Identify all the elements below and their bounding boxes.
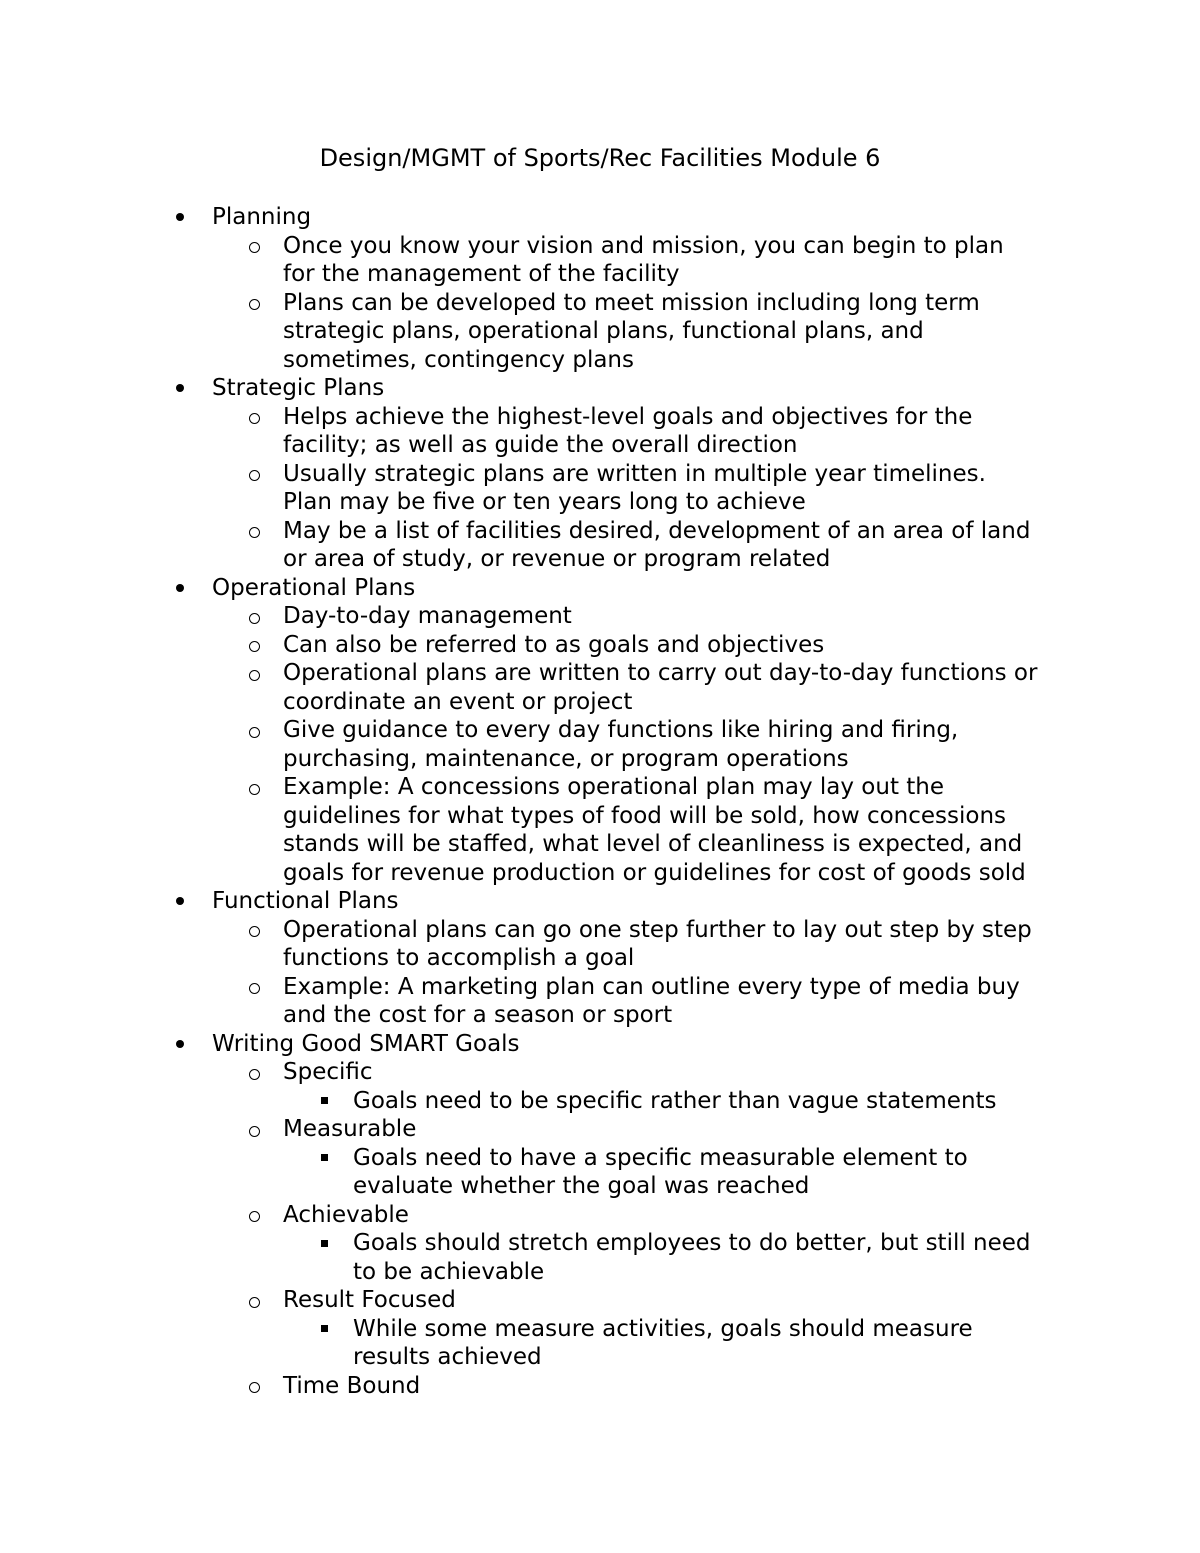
circle-bullet-icon bbox=[245, 517, 263, 546]
bullet-icon bbox=[172, 574, 188, 603]
circle-bullet-icon bbox=[245, 460, 263, 489]
list-item: Result Focused bbox=[170, 1286, 1070, 1315]
circle-bullet-icon bbox=[245, 602, 263, 631]
square-bullet-icon bbox=[316, 1315, 332, 1344]
list-item: Operational plans can go one step further to lay out step by step functions to accomplish a goal bbox=[170, 916, 1070, 973]
page-title: Design/MGMT of Sports/Rec Facilities Module 6 bbox=[319, 144, 881, 172]
list-item: While some measure activities, goals should measure results achieved bbox=[170, 1315, 1070, 1372]
bullet-icon bbox=[172, 887, 188, 916]
circle-bullet-icon bbox=[245, 1372, 263, 1401]
circle-bullet-icon bbox=[245, 232, 263, 261]
list-item bbox=[170, 574, 1070, 603]
list-item: Usually strategic plans are written in multiple year timelines. Plan may be five or ten years long to achieve bbox=[170, 460, 1070, 517]
circle-bullet-icon bbox=[245, 773, 263, 802]
square-bullet-icon bbox=[316, 1144, 332, 1173]
list-item: Measurable bbox=[170, 1115, 1070, 1144]
circle-bullet-icon bbox=[245, 716, 263, 745]
list-item: Example: A concessions operational plan may lay out the guidelines for what types of food will be sold, how concessions stands will be staffed, what level of cleanliness is expected, and goals for revenue production or guidelines for cost of goods sold bbox=[170, 773, 1070, 887]
list-item bbox=[170, 374, 1070, 403]
list-item: Achievable bbox=[170, 1201, 1070, 1230]
list-item: Day-to-day management bbox=[170, 602, 1070, 631]
list-item bbox=[170, 203, 1070, 232]
bullet-icon bbox=[172, 1030, 188, 1059]
circle-bullet-icon bbox=[245, 973, 263, 1002]
list-item: May be a list of facilities desired, development of an area of land or area of study, or revenue or program related bbox=[170, 517, 1070, 574]
section-heading: Writing Good SMART Goals bbox=[212, 1030, 520, 1057]
list-item: Can also be referred to as goals and objectives bbox=[170, 631, 1070, 660]
outline-list bbox=[170, 203, 1070, 1400]
circle-bullet-icon bbox=[245, 1115, 263, 1144]
list-item: Goals should stretch employees to do better, but still need to be achievable bbox=[170, 1229, 1070, 1286]
list-item: Goals need to have a specific measurable element to evaluate whether the goal was reached bbox=[170, 1144, 1070, 1201]
list-item bbox=[170, 1030, 1070, 1059]
circle-bullet-icon bbox=[245, 659, 263, 688]
circle-bullet-icon bbox=[245, 289, 263, 318]
list-item: Specific bbox=[170, 1058, 1070, 1087]
list-item: Goals need to be specific rather than vague statements bbox=[170, 1087, 1070, 1116]
list-item: Time Bound bbox=[170, 1372, 1070, 1401]
section-heading: Planning bbox=[212, 204, 312, 230]
square-bullet-icon bbox=[316, 1087, 332, 1116]
list-item: Operational plans are written to carry out day-to-day functions or coordinate an event or project bbox=[170, 659, 1070, 716]
section-heading: Functional Plans bbox=[212, 888, 399, 914]
bullet-icon bbox=[172, 203, 188, 232]
list-item: Give guidance to every day functions like hiring and firing, purchasing, maintenance, or program operations bbox=[170, 716, 1070, 773]
circle-bullet-icon bbox=[245, 631, 263, 660]
list-item: Example: A marketing plan can outline every type of media buy and the cost for a season or sport bbox=[170, 973, 1070, 1030]
circle-bullet-icon bbox=[245, 1286, 263, 1315]
section-heading: Strategic Plans bbox=[212, 375, 385, 401]
list-item bbox=[170, 887, 1070, 916]
list-item: Plans can be developed to meet mission including long term strategic plans, operational plans, functional plans, and sometimes, contingency plans bbox=[170, 289, 1070, 375]
bullet-icon bbox=[172, 374, 188, 403]
circle-bullet-icon bbox=[245, 403, 263, 432]
square-bullet-icon bbox=[316, 1229, 332, 1258]
circle-bullet-icon bbox=[245, 1201, 263, 1230]
list-item: Helps achieve the highest-level goals and objectives for the facility; as well as guide the overall direction bbox=[170, 403, 1070, 460]
circle-bullet-icon bbox=[245, 916, 263, 945]
circle-bullet-icon bbox=[245, 1058, 263, 1087]
section-heading: Operational Plans bbox=[212, 574, 416, 601]
list-item: Once you know your vision and mission, you can begin to plan for the management of the facility bbox=[170, 232, 1070, 289]
